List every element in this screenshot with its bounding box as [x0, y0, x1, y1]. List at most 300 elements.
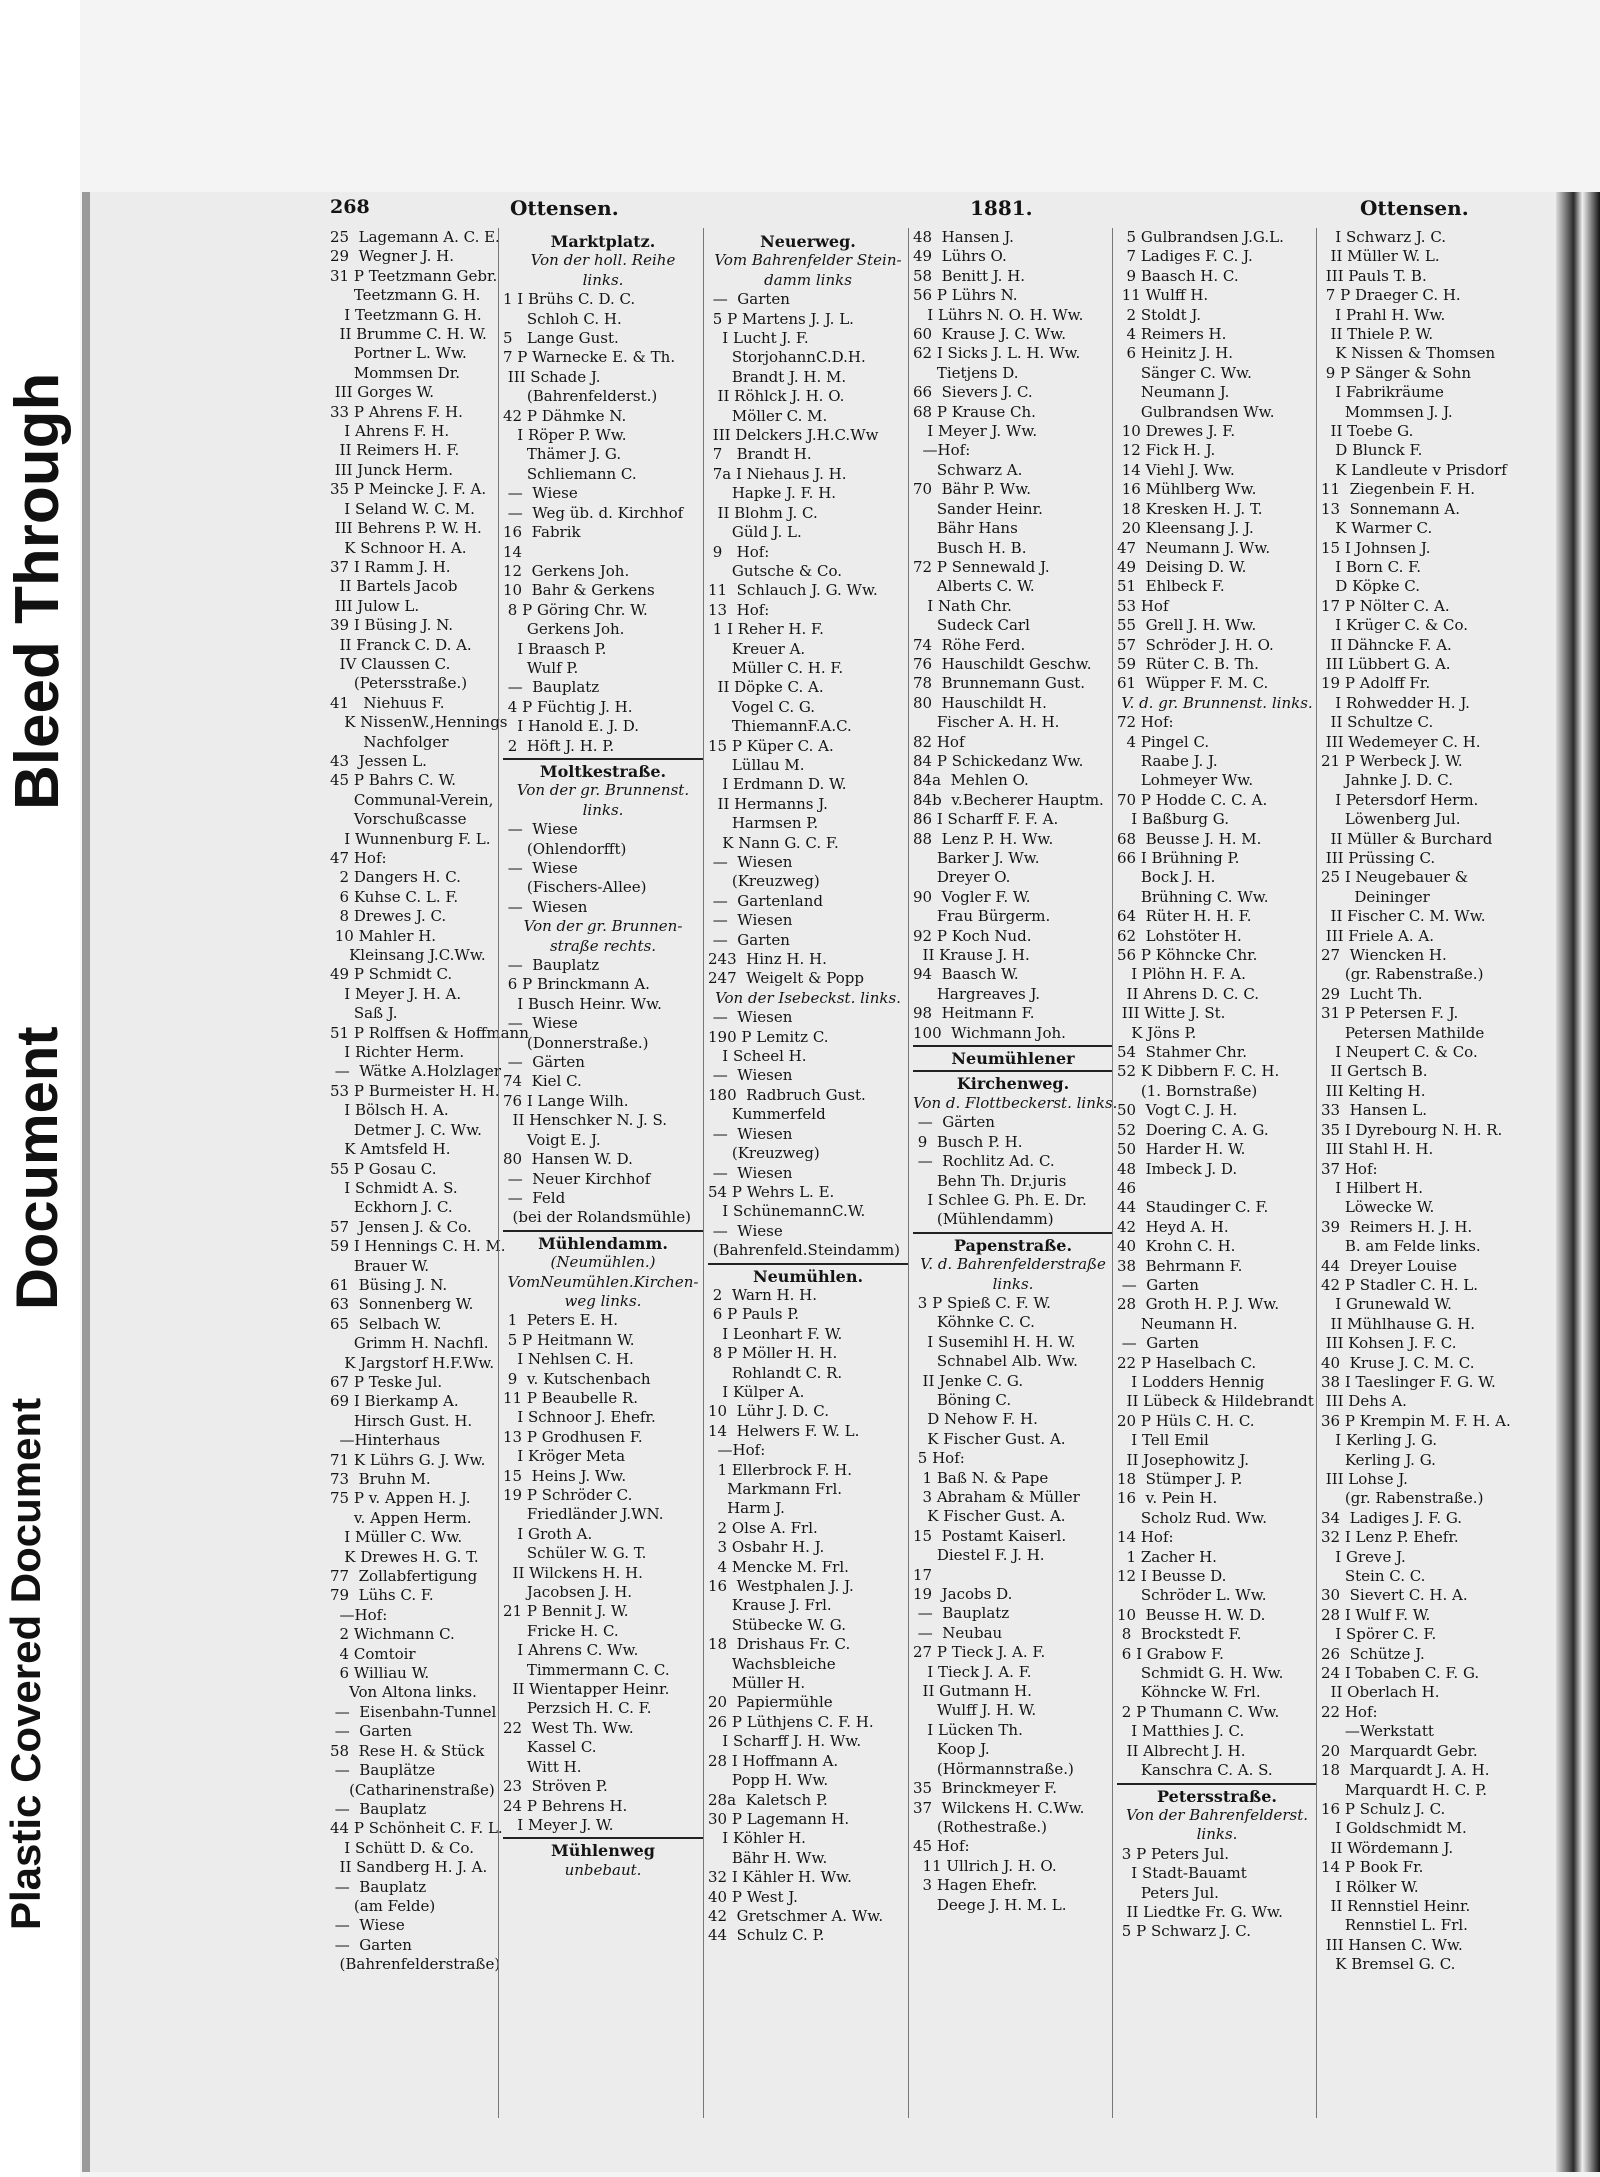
directory-entry: — Wiese — [330, 1916, 405, 1935]
directory-entry: I Rohwedder H. J. — [1321, 693, 1470, 712]
directory-entry: Barker J. Ww. — [913, 849, 1040, 867]
street-direction-note: links. — [1196, 1825, 1238, 1844]
directory-entry: Witt H. — [503, 1757, 582, 1776]
directory-entry: 5 Gulbrandsen J.G.L. — [1117, 228, 1284, 246]
directory-entry: 7 Ladiges F. C. J. — [1117, 247, 1253, 266]
directory-entry: I Müller C. Ww. — [330, 1528, 463, 1547]
directory-entry: 50 Vogt C. J. H. — [1117, 1101, 1238, 1120]
directory-entry: (Hörmannstraße.) — [913, 1759, 1074, 1778]
directory-entry: 60 Krause J. C. Ww. — [913, 325, 1067, 344]
directory-entry: III Friele A. A. — [1321, 926, 1434, 945]
directory-entry: — Bauplatz — [330, 1799, 427, 1818]
directory-entry: 21 P Bennit J. W. — [503, 1602, 629, 1621]
directory-entry: 80 Hauschildt H. — [913, 693, 1047, 712]
directory-entry: 15 P Küper C. A. — [708, 736, 834, 755]
directory-entry: I Nehlsen C. H. — [503, 1350, 634, 1369]
directory-entry: 48 Hansen J. — [913, 228, 1014, 246]
directory-entry: III Hansen C. Ww. — [1321, 1935, 1463, 1954]
directory-entry: I Teetzmann G. H. — [330, 305, 482, 324]
directory-entry: II Thiele P. W. — [1321, 325, 1434, 344]
directory-entry: 13 P Grodhusen F. — [503, 1427, 643, 1446]
directory-entry: 53 P Burmeister H. H. — [330, 1081, 500, 1100]
directory-entry: 68 P Krause Ch. — [913, 402, 1036, 421]
street-direction-note: links. — [582, 270, 624, 289]
directory-entry: 6 I Grabow F. — [1117, 1644, 1224, 1663]
directory-entry: Thämer J. G. — [503, 445, 622, 464]
directory-entry: I Hilbert H. — [1321, 1178, 1423, 1197]
directory-entry: — Bauplatz — [503, 956, 600, 975]
directory-entry: II Reimers H. F. — [330, 441, 460, 460]
directory-entry: II Lübeck & Hildebrandt — [1117, 1392, 1314, 1411]
street-direction-note: links. — [582, 800, 624, 819]
directory-entry: Portner L. Ww. — [330, 344, 467, 363]
directory-entry: 40 P West J. — [708, 1887, 798, 1906]
directory-entry: 30 Sievert C. H. A. — [1321, 1586, 1468, 1605]
directory-entry: K Landleute v Prisdorf — [1321, 460, 1507, 479]
street-direction-note: Von d. Flottbeckerst. links. — [913, 1093, 1118, 1112]
directory-entry: 8 P Göring Chr. W. — [503, 600, 648, 619]
directory-entry: 9 v. Kutschenbach — [503, 1369, 651, 1388]
directory-entry: — Wätke A.Holzlager — [330, 1062, 501, 1081]
directory-entry: Eckhorn J. C. — [330, 1198, 453, 1217]
directory-entry: 76 Hauschildt Geschw. — [913, 654, 1092, 673]
directory-entry: III Witte J. St. — [1117, 1004, 1226, 1023]
directory-entry: 80 Hansen W. D. — [503, 1150, 633, 1169]
directory-entry: 76 I Lange Wilh. — [503, 1091, 629, 1110]
directory-entry: 7a I Niehaus J. H. — [708, 464, 847, 483]
directory-entry: II Rennstiel Heinr. — [1321, 1896, 1471, 1915]
directory-entry: Löwecke W. — [1321, 1198, 1435, 1217]
directory-entry: 48 Imbeck J. D. — [1117, 1159, 1238, 1178]
directory-entry: Böning C. — [913, 1390, 1012, 1409]
directory-entry: 27 P Tieck J. A. F. — [913, 1643, 1046, 1662]
directory-entry: Diestel F. J. H. — [913, 1546, 1045, 1565]
street-heading: Mühlenweg — [503, 1837, 703, 1860]
directory-entry: Vorschußcasse — [330, 810, 467, 829]
directory-entry: I Scheel H. — [708, 1047, 807, 1066]
directory-entry: 63 Sonnenberg W. — [330, 1295, 474, 1314]
directory-entry: 79 Lühs C. F. — [330, 1586, 434, 1605]
directory-entry: Brauer W. — [330, 1256, 430, 1275]
directory-entry: 10 Mahler H. — [330, 926, 437, 945]
directory-entry: Brühning C. Ww. — [1117, 887, 1269, 906]
directory-entry: II Franck C. D. A. — [330, 635, 472, 654]
directory-entry: I Schmidt A. S. — [330, 1178, 458, 1197]
directory-entry: — Garten — [708, 290, 790, 309]
directory-entry: I SchünemannC.W. — [708, 1202, 866, 1221]
directory-entry: Perzsich H. C. F. — [503, 1699, 652, 1718]
directory-entry: K Nissen & Thomsen — [1321, 344, 1496, 363]
directory-entry: I Matthies J. C. — [1117, 1722, 1245, 1741]
directory-entry: I Schlee G. Ph. E. Dr. — [913, 1190, 1087, 1209]
directory-entry: II Ahrens D. C. C. — [1117, 984, 1260, 1003]
directory-entry: II Brumme C. H. W. — [330, 325, 487, 344]
directory-entry: II Josephowitz J. — [1117, 1450, 1250, 1469]
directory-entry: Gerkens Joh. — [503, 620, 625, 639]
directory-entry: Schmidt G. H. Ww. — [1117, 1664, 1284, 1683]
directory-entry: 59 Rüter C. B. Th. — [1117, 654, 1259, 673]
directory-entry: 67 P Teske Jul. — [330, 1372, 443, 1391]
directory-entry: Grimm H. Nachfl. — [330, 1334, 489, 1353]
directory-entry: Hargreaves J. — [913, 984, 1041, 1003]
directory-entry: III Stahl H. H. — [1321, 1140, 1434, 1159]
directory-entry: 12 Gerkens Joh. — [503, 561, 630, 580]
directory-entry: 49 Lührs O. — [913, 247, 1007, 266]
directory-entry: K Fischer Gust. A. — [913, 1507, 1066, 1526]
directory-entry: 58 Benitt J. H. — [913, 266, 1026, 285]
street-direction-note: VomNeumühlen.Kirchen- — [507, 1272, 699, 1291]
directory-entry: 13 Sonnemann A. — [1321, 499, 1460, 518]
directory-entry: I Richter Herm. — [330, 1043, 465, 1062]
directory-entry: 19 Jacobs D. — [913, 1585, 1013, 1604]
directory-entry: — Wiesen — [708, 1008, 793, 1027]
directory-entry: I Ahrens C. Ww. — [503, 1641, 639, 1660]
directory-entry: III Schade J. — [503, 367, 601, 386]
directory-entry: 10 Beusse H. W. D. — [1117, 1605, 1266, 1624]
directory-entry: — Wiese — [503, 859, 578, 877]
street-direction-note: Von der Bahrenfelderst. — [1125, 1805, 1309, 1824]
label-bleed-through: Bleed Through — [3, 372, 72, 810]
directory-entry: 92 P Koch Nud. — [913, 926, 1032, 945]
page-year: 1881. — [970, 196, 1033, 220]
directory-entry: I Tieck J. A. F. — [913, 1662, 1032, 1681]
directory-entry: (Mühlendamm) — [913, 1210, 1054, 1229]
directory-entry: I Scharff J. H. Ww. — [708, 1732, 862, 1751]
directory-entry: I Born C. F. — [1321, 557, 1421, 576]
directory-entry: 71 K Lührs G. J. Ww. — [330, 1450, 486, 1469]
directory-entry: 58 Rese H. & Stück — [330, 1741, 485, 1760]
directory-entry: IV Claussen C. — [330, 654, 451, 673]
directory-entry: II Oberlach H. — [1321, 1683, 1440, 1702]
directory-entry: 16 Fabrik — [503, 523, 581, 542]
label-plastic-covered: Plastic Covered Document — [2, 1397, 49, 1930]
directory-entry: 62 I Sicks J. L. H. Ww. — [913, 344, 1081, 363]
directory-entry: 28 I Wulf F. W. — [1321, 1605, 1431, 1624]
directory-entry: I Seland W. C. M. — [330, 499, 475, 518]
directory-entry: Bock J. H. — [1117, 868, 1216, 887]
directory-entry: K Drewes H. G. T. — [330, 1547, 479, 1566]
directory-entry: 25 I Neugebauer & — [1321, 868, 1469, 887]
directory-entry: 7 P Draeger C. H. — [1321, 286, 1461, 305]
directory-entry: I Erdmann D. W. — [708, 775, 847, 794]
directory-entry: Markmann Frl. — [708, 1480, 843, 1498]
directory-entry: 20 Marquardt Gebr. — [1321, 1741, 1478, 1760]
column-2 — [498, 228, 703, 2118]
directory-entry: —Hinterhaus — [330, 1431, 441, 1450]
directory-entry: 56 P Lührs N. — [913, 286, 1018, 305]
directory-entry: 1 Peters E. H. — [503, 1311, 619, 1330]
directory-entry: 72 P Sennewald J. — [913, 557, 1050, 576]
directory-entry: 4 P Füchtig J. H. — [503, 697, 633, 716]
directory-entry: 6 Heinitz J. H. — [1117, 344, 1233, 363]
directory-entry: —Hof: — [913, 441, 971, 460]
directory-entry: 2 Höft J. H. P. — [503, 736, 615, 755]
directory-entry: Saß J. — [330, 1004, 398, 1023]
directory-entry: K Bremsel G. C. — [1321, 1955, 1456, 1974]
directory-entry: 49 Deising D. W. — [1117, 557, 1247, 576]
directory-entry: II Mühlhause G. H. — [1321, 1314, 1476, 1333]
directory-entry: 15 Heins J. Ww. — [503, 1466, 627, 1485]
directory-entry: Köhncke W. Frl. — [1117, 1683, 1261, 1702]
directory-entry: III Julow L. — [330, 596, 420, 615]
directory-entry: 20 Papiermühle — [708, 1693, 833, 1712]
directory-entry: III Prüssing C. — [1321, 849, 1436, 867]
directory-entry: 2 Olse A. Frl. — [708, 1518, 818, 1537]
directory-entry: Hapke J. F. H. — [708, 484, 837, 503]
directory-entry: 13 Hof: — [708, 600, 770, 619]
directory-entry: 62 Lohstöter H. — [1117, 926, 1242, 945]
directory-entry: Scholz Rud. Ww. — [1117, 1508, 1268, 1527]
directory-entry: Müller H. — [708, 1674, 806, 1693]
directory-entry: Müller C. H. F. — [708, 658, 844, 677]
directory-entry: 180 Radbruch Gust. — [708, 1085, 866, 1104]
directory-entry: Wulff J. H. W. — [913, 1701, 1037, 1720]
directory-entry: I Röper P. Ww. — [503, 426, 627, 445]
directory-entry: Lüllau M. — [708, 755, 805, 774]
street-direction-note: Von der gr. Brunnen- — [523, 917, 683, 936]
directory-entry: 33 P Ahrens F. H. — [330, 402, 463, 421]
street-heading: Moltkestraße. — [503, 758, 703, 781]
directory-entry: 26 P Lüthjens C. F. H. — [708, 1712, 874, 1731]
directory-entry: (gr. Rabenstraße.) — [1321, 965, 1484, 984]
directory-entry: 44 Schulz C. P. — [708, 1926, 825, 1945]
directory-entry: 46 — [1117, 1178, 1137, 1197]
directory-entry: III Lohse J. — [1321, 1470, 1408, 1488]
directory-entry: Bähr H. Ww. — [708, 1848, 828, 1867]
directory-entry: I Hanold E. J. D. — [503, 717, 640, 736]
street-direction-note: Vom Bahrenfelder Stein- — [714, 251, 902, 270]
directory-entry: 54 Stahmer Chr. — [1117, 1043, 1247, 1062]
directory-entry: Nachfolger — [330, 732, 449, 751]
street-heading: Marktplatz. — [550, 232, 656, 251]
directory-entry: III Pauls T. B. — [1321, 266, 1427, 285]
directory-entry: I Meyer J. W. — [503, 1815, 614, 1834]
directory-entry: 45 P Bahrs C. W. — [330, 771, 457, 790]
directory-entry: K Schnoor H. A. — [330, 538, 467, 557]
directory-entry: — Wiesen — [708, 911, 793, 930]
directory-entry: II Jenke C. G. — [913, 1371, 1024, 1390]
directory-entry: 29 Wegner J. H. — [330, 247, 455, 266]
directory-entry: I Meyer J. H. A. — [330, 984, 462, 1003]
directory-entry: 31 P Teetzmann Gebr. — [330, 266, 498, 285]
directory-entry: 3 Osbahr H. J. — [708, 1538, 825, 1557]
directory-entry: 38 I Taeslinger F. G. W. — [1321, 1372, 1496, 1391]
directory-entry: 52 K Dibbern F. C. H. — [1117, 1062, 1280, 1081]
directory-entry: — Rochlitz Ad. C. — [913, 1152, 1055, 1171]
directory-entry: I Baßburg G. — [1117, 810, 1230, 829]
directory-entry: Timmermann C. C. — [503, 1660, 670, 1679]
directory-entry: 28a Kaletsch P. — [708, 1790, 828, 1809]
directory-entry: II Wientapper Heinr. — [503, 1680, 670, 1699]
directory-entry: 3 P Peters Jul. — [1117, 1844, 1230, 1863]
directory-entry: I Bölsch H. A. — [330, 1101, 449, 1120]
directory-entry: — Wiese — [503, 1014, 578, 1033]
directory-entry: 42 Heyd A. H. — [1117, 1217, 1229, 1236]
directory-entry: — Garten — [330, 1722, 412, 1741]
directory-entry: 74 Kiel C. — [503, 1072, 582, 1091]
directory-entry: Wulf P. — [503, 658, 579, 677]
directory-entry: 35 Brinckmeyer F. — [913, 1779, 1057, 1798]
directory-entry: (1. Bornstraße) — [1117, 1081, 1258, 1100]
directory-entry: 23 Ströven P. — [503, 1777, 608, 1796]
directory-entry: Neumann H. — [1117, 1314, 1238, 1333]
directory-entry: Mommsen Dr. — [330, 363, 460, 382]
directory-entry: 14 P Book Fr. — [1321, 1858, 1424, 1877]
directory-entry: II Gutmann H. — [913, 1682, 1032, 1701]
directory-entry: II Sandberg H. J. A. — [330, 1858, 488, 1877]
directory-entry: I Plöhn H. F. A. — [1117, 965, 1246, 984]
directory-entry: II Dähncke F. A. — [1321, 635, 1452, 654]
directory-entry: 39 I Büsing J. N. — [330, 616, 454, 635]
directory-entry: 11 Ullrich J. H. O. — [913, 1856, 1057, 1875]
directory-entry: K Amtsfeld H. — [330, 1140, 451, 1159]
directory-entry: II Hermanns J. — [708, 794, 828, 813]
directory-entry: ThiemannF.A.C. — [708, 717, 852, 736]
directory-entry: Fricke H. C. — [503, 1621, 619, 1640]
directory-entry: — Bauplatz — [330, 1877, 427, 1896]
directory-entry: 40 Krohn C. H. — [1117, 1237, 1236, 1256]
directory-entry: 84 P Schickedanz Ww. — [913, 751, 1084, 770]
directory-entry: — Neuer Kirchhof — [503, 1169, 651, 1188]
directory-entry: Stein C. C. — [1321, 1567, 1426, 1586]
directory-entry: 12 I Beusse D. — [1117, 1567, 1227, 1586]
directory-entry: 34 Ladiges J. F. G. — [1321, 1508, 1463, 1527]
directory-entry: 4 Pingel C. — [1117, 732, 1210, 751]
directory-entry: 75 P v. Appen H. J. — [330, 1489, 471, 1508]
directory-entry: 74 Röhe Ferd. — [913, 635, 1026, 654]
directory-entry: Schnabel Alb. Ww. — [913, 1352, 1078, 1371]
directory-entry: Rohlandt C. R. — [708, 1363, 843, 1382]
directory-entry: Sudeck Carl — [913, 616, 1030, 635]
directory-entry: II Wördemann J. — [1321, 1838, 1454, 1857]
directory-entry: Kleinsang J.C.Ww. — [330, 946, 486, 965]
directory-entry: III Gorges W. — [330, 383, 435, 402]
street-direction-note: V. d. gr. Brunnenst. links. — [1121, 693, 1313, 712]
directory-entry: 90 Vogler F. W. — [913, 887, 1031, 906]
directory-entry: 20 P Hüls C. H. C. — [1117, 1411, 1255, 1430]
directory-entry: I Nath Chr. — [913, 596, 1012, 615]
directory-entry: 61 Wüpper F. M. C. — [1117, 674, 1269, 693]
directory-entry: (Rothestraße.) — [913, 1817, 1047, 1836]
directory-entry: Möller C. M. — [708, 406, 828, 425]
directory-entry: I Köhler H. — [708, 1829, 806, 1848]
page-number: 268 — [330, 196, 370, 218]
directory-entry: (gr. Rabenstraße.) — [1321, 1489, 1484, 1508]
directory-entry: 9 P Sänger & Sohn — [1321, 363, 1471, 382]
directory-columns — [250, 228, 1511, 2118]
directory-entry: Dreyer O. — [913, 868, 1011, 887]
directory-entry: 100 Wichmann Joh. — [913, 1023, 1066, 1042]
directory-entry: 70 P Hodde C. C. A. — [1117, 790, 1268, 809]
directory-entry: 11 Ziegenbein F. H. — [1321, 480, 1476, 499]
directory-entry: D Köpke C. — [1321, 577, 1420, 596]
directory-entry: III Lübbert G. A. — [1321, 654, 1451, 673]
directory-entry: 24 I Tobaben C. F. G. — [1321, 1664, 1480, 1683]
directory-entry: 84a Mehlen O. — [913, 771, 1029, 790]
directory-entry: II Toebe G. — [1321, 422, 1414, 441]
directory-entry: 22 P Haselbach C. — [1117, 1353, 1257, 1372]
directory-entry: I Leonhart F. W. — [708, 1324, 843, 1343]
directory-entry: Gulbrandsen Ww. — [1117, 402, 1275, 421]
directory-entry: Voigt E. J. — [503, 1130, 601, 1149]
directory-entry: 52 Doering C. A. G. — [1117, 1120, 1269, 1139]
directory-entry: — Garten — [1117, 1275, 1199, 1294]
directory-entry: 50 Harder H. W. — [1117, 1140, 1246, 1159]
directory-entry: Teetzmann G. H. — [330, 286, 481, 305]
directory-entry: Deege J. H. M. L. — [913, 1895, 1067, 1914]
directory-entry: 11 Schlauch J. G. Ww. — [708, 581, 878, 600]
directory-entry: 40 Kruse J. C. M. C. — [1321, 1353, 1475, 1372]
directory-entry: — Feld — [503, 1188, 566, 1207]
street-direction-note: (Neumühlen.) — [550, 1253, 656, 1272]
directory-entry: II Müller & Burchard — [1321, 829, 1493, 848]
directory-entry: I Rölker W. — [1321, 1877, 1419, 1896]
directory-entry: 190 P Lemitz C. — [708, 1027, 829, 1046]
street-heading: Mühlendamm. — [503, 1230, 703, 1253]
directory-entry: — Bauplätze — [330, 1761, 436, 1780]
directory-entry: II Albrecht J. H. — [1117, 1741, 1246, 1760]
directory-entry: Kreuer A. — [708, 639, 806, 658]
directory-entry: 26 Schütze J. — [1321, 1644, 1425, 1663]
directory-entry: Fischer A. H. H. — [913, 713, 1060, 732]
street-heading: Papenstraße. — [913, 1232, 1113, 1255]
directory-entry: 7 P Warnecke E. & Th. — [503, 348, 676, 367]
directory-entry: Harmsen P. — [708, 814, 819, 833]
directory-entry: 9 Busch P. H. — [913, 1132, 1023, 1151]
directory-entry: I Busch Heinr. Ww. — [503, 994, 662, 1013]
directory-entry: 21 P Werbeck J. W. — [1321, 751, 1463, 770]
directory-entry: 18 Kresken H. J. T. — [1117, 499, 1263, 518]
directory-entry: 6 Williau W. — [330, 1664, 430, 1683]
directory-entry: Lohmeyer Ww. — [1117, 771, 1254, 790]
directory-entry: I Braasch P. — [503, 639, 607, 658]
directory-entry: 42 P Dähmke N. — [503, 406, 627, 425]
street-direction-note: Von der gr. Brunnenst. — [516, 781, 690, 800]
directory-entry: (Fischers-Allee) — [503, 878, 647, 897]
directory-entry: II Müller W. L. — [1321, 247, 1440, 266]
street-heading: Neuerweg. — [760, 232, 856, 251]
directory-entry: I Ahrens F. H. — [330, 422, 450, 441]
directory-entry: 44 P Schönheit C. F. L. — [330, 1819, 503, 1838]
street-heading: Kirchenweg. — [913, 1070, 1113, 1093]
directory-entry: 42 Gretschmer A. Ww. — [708, 1906, 884, 1925]
street-direction-note: Von der Isebeckst. links. — [715, 988, 901, 1007]
directory-entry: 18 Marquardt J. A. H. — [1321, 1761, 1490, 1780]
directory-entry: 44 Dreyer Louise — [1321, 1256, 1458, 1275]
directory-entry: (Bahrenfelderstraße) — [330, 1955, 501, 1974]
directory-entry: 3 P Spieß C. F. W. — [913, 1293, 1051, 1312]
directory-entry: I Meyer J. Ww. — [913, 422, 1038, 441]
directory-entry: — Garten — [330, 1935, 412, 1954]
directory-entry: (Bahrenfeld.Steindamm) — [708, 1241, 901, 1260]
directory-entry: (am Felde) — [330, 1896, 436, 1915]
directory-entry: Löwenberg Jul. — [1321, 810, 1461, 829]
directory-entry: 2 P Thumann C. Ww. — [1117, 1702, 1280, 1721]
directory-entry: (Donnerstraße.) — [503, 1033, 649, 1052]
directory-entry: (Ohlendorfft) — [503, 839, 627, 858]
directory-entry: I Greve J. — [1321, 1547, 1406, 1566]
directory-entry: 243 Hinz H. H. — [708, 950, 827, 969]
column-6 — [1316, 228, 1521, 2118]
directory-entry: 18 Stümper J. P. — [1117, 1470, 1243, 1488]
directory-entry: 37 Wilckens H. C.Ww. — [913, 1798, 1085, 1817]
directory-entry: 3 Abraham & Müller — [913, 1488, 1080, 1506]
directory-entry: 66 I Brühning P. — [1117, 849, 1240, 867]
directory-entry: I Külper A. — [708, 1382, 805, 1401]
directory-entry: — Wiesen — [708, 1163, 793, 1182]
directory-entry: 20 Kleensang J. J. — [1117, 519, 1254, 538]
directory-entry: — Neubau — [913, 1623, 1003, 1642]
